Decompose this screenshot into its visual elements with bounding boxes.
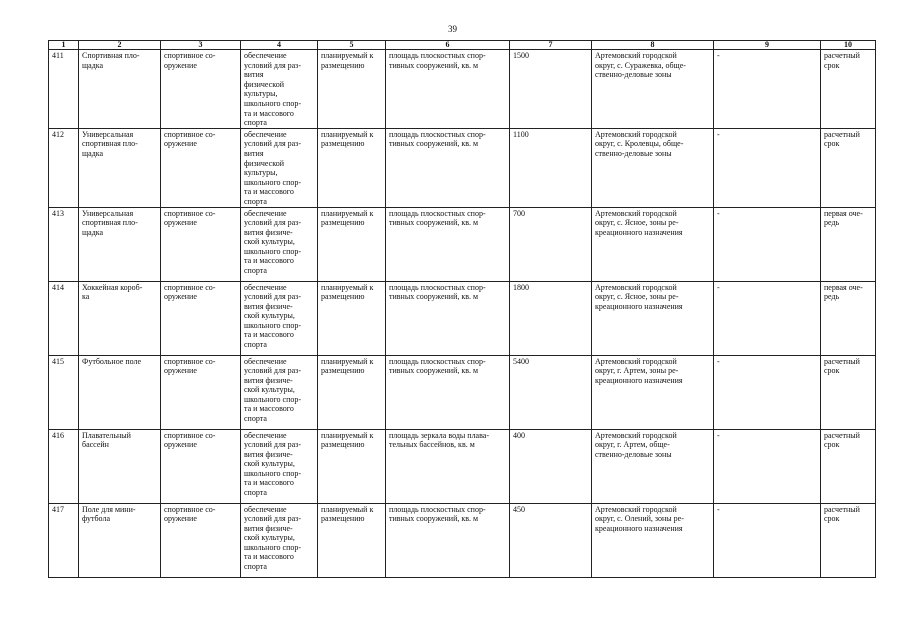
object-location: Артемовский городской округ, г. Артем, зоны ре- креационного назначения	[592, 355, 714, 429]
object-type: спортивное со- оружение	[161, 281, 241, 355]
table-row	[49, 50, 876, 129]
column-header: 3	[161, 41, 241, 50]
object-type: спортивное со- оружение	[161, 207, 241, 281]
object-location: Артемовский городской округ, с. Суражевка, обще- ственно-деловые зоны	[592, 50, 714, 129]
column-header: 6	[386, 41, 510, 50]
table-row	[49, 503, 876, 577]
row-number: 416	[49, 429, 79, 503]
object-status: планируемый к размещению	[318, 207, 386, 281]
object-status: планируемый к размещению	[318, 355, 386, 429]
object-term: расчетный срок	[821, 50, 876, 129]
object-value: 450	[510, 503, 592, 577]
object-status: планируемый к размещению	[318, 50, 386, 129]
object-indicator: площадь плоскостных спор- тивных сооружений, кв. м	[386, 503, 510, 577]
object-name: Футбольное поле	[79, 355, 161, 429]
object-term: расчетный срок	[821, 429, 876, 503]
object-zone: -	[714, 503, 821, 577]
object-name: Спортивная пло- щадка	[79, 50, 161, 129]
object-value: 1800	[510, 281, 592, 355]
object-zone: -	[714, 207, 821, 281]
object-term: первая оче- редь	[821, 207, 876, 281]
table-row	[49, 355, 876, 429]
column-header: 8	[592, 41, 714, 50]
object-status: планируемый к размещению	[318, 128, 386, 207]
object-indicator: площадь плоскостных спор- тивных сооружений, кв. м	[386, 128, 510, 207]
object-status: планируемый к размещению	[318, 281, 386, 355]
object-term: расчетный срок	[821, 355, 876, 429]
column-header: 2	[79, 41, 161, 50]
object-indicator: площадь плоскостных спор- тивных сооружений, кв. м	[386, 207, 510, 281]
object-value: 400	[510, 429, 592, 503]
object-purpose: обеспечение условий для раз- вития физиче- ской культуры, школьного спор- та и массового спорта	[241, 207, 318, 281]
object-zone: -	[714, 50, 821, 129]
column-header: 7	[510, 41, 592, 50]
object-name: Универсальная спортивная пло- щадка	[79, 128, 161, 207]
table-row	[49, 429, 876, 503]
table-row	[49, 128, 876, 207]
object-location: Артемовский городской округ, с. Ясное, зоны ре- креационного назначения	[592, 281, 714, 355]
object-term: первая оче- редь	[821, 281, 876, 355]
object-value: 1500	[510, 50, 592, 129]
object-indicator: площадь зеркала воды плава- тельных бассейнов, кв. м	[386, 429, 510, 503]
object-name: Универсальная спортивная пло- щадка	[79, 207, 161, 281]
object-purpose: обеспечение условий для раз- вития физической культуры, школьного спор- та и массового спорта	[241, 50, 318, 129]
object-value: 1100	[510, 128, 592, 207]
object-purpose: обеспечение условий для раз- вития физиче- ской культуры, школьного спор- та и массового спорта	[241, 503, 318, 577]
table-header-row	[49, 41, 876, 50]
object-type: спортивное со- оружение	[161, 128, 241, 207]
object-purpose: обеспечение условий для раз- вития физиче- ской культуры, школьного спор- та и массового спорта	[241, 429, 318, 503]
table-row	[49, 207, 876, 281]
table-row	[49, 281, 876, 355]
object-location: Артемовский городской округ, с. Ясное, зоны ре- креационного назначения	[592, 207, 714, 281]
planned-objects-table	[48, 40, 876, 578]
object-purpose: обеспечение условий для раз- вития физиче- ской культуры, школьного спор- та и массового спорта	[241, 355, 318, 429]
object-status: планируемый к размещению	[318, 429, 386, 503]
object-zone: -	[714, 281, 821, 355]
row-number: 415	[49, 355, 79, 429]
object-type: спортивное со- оружение	[161, 50, 241, 129]
object-location: Артемовский городской округ, г. Артем, обще- ственно-деловые зоны	[592, 429, 714, 503]
row-number: 417	[49, 503, 79, 577]
object-type: спортивное со- оружение	[161, 429, 241, 503]
row-number: 411	[49, 50, 79, 129]
object-zone: -	[714, 429, 821, 503]
column-header: 5	[318, 41, 386, 50]
object-indicator: площадь плоскостных спор- тивных сооружений, кв. м	[386, 355, 510, 429]
object-purpose: обеспечение условий для раз- вития физиче- ской культуры, школьного спор- та и массового спорта	[241, 281, 318, 355]
object-type: спортивное со- оружение	[161, 503, 241, 577]
column-header: 10	[821, 41, 876, 50]
object-name: Плавательный бассейн	[79, 429, 161, 503]
page-number: 39	[448, 24, 457, 34]
column-header: 9	[714, 41, 821, 50]
object-purpose: обеспечение условий для раз- вития физической культуры, школьного спор- та и массового спорта	[241, 128, 318, 207]
object-value: 5400	[510, 355, 592, 429]
object-location: Артемовский городской округ, с. Кролевцы, обще- ственно-деловые зоны	[592, 128, 714, 207]
object-indicator: площадь плоскостных спор- тивных сооружений, кв. м	[386, 50, 510, 129]
object-indicator: площадь плоскостных спор- тивных сооружений, кв. м	[386, 281, 510, 355]
row-number: 414	[49, 281, 79, 355]
column-header: 4	[241, 41, 318, 50]
object-name: Хоккейная короб- ка	[79, 281, 161, 355]
object-value: 700	[510, 207, 592, 281]
row-number: 412	[49, 128, 79, 207]
column-header: 1	[49, 41, 79, 50]
object-term: расчетный срок	[821, 503, 876, 577]
object-term: расчетный срок	[821, 128, 876, 207]
object-zone: -	[714, 128, 821, 207]
object-zone: -	[714, 355, 821, 429]
object-location: Артемовский городской округ, с. Олений, зоны ре- креационного назначения	[592, 503, 714, 577]
object-status: планируемый к размещению	[318, 503, 386, 577]
object-type: спортивное со- оружение	[161, 355, 241, 429]
row-number: 413	[49, 207, 79, 281]
object-name: Поле для мини- футбола	[79, 503, 161, 577]
